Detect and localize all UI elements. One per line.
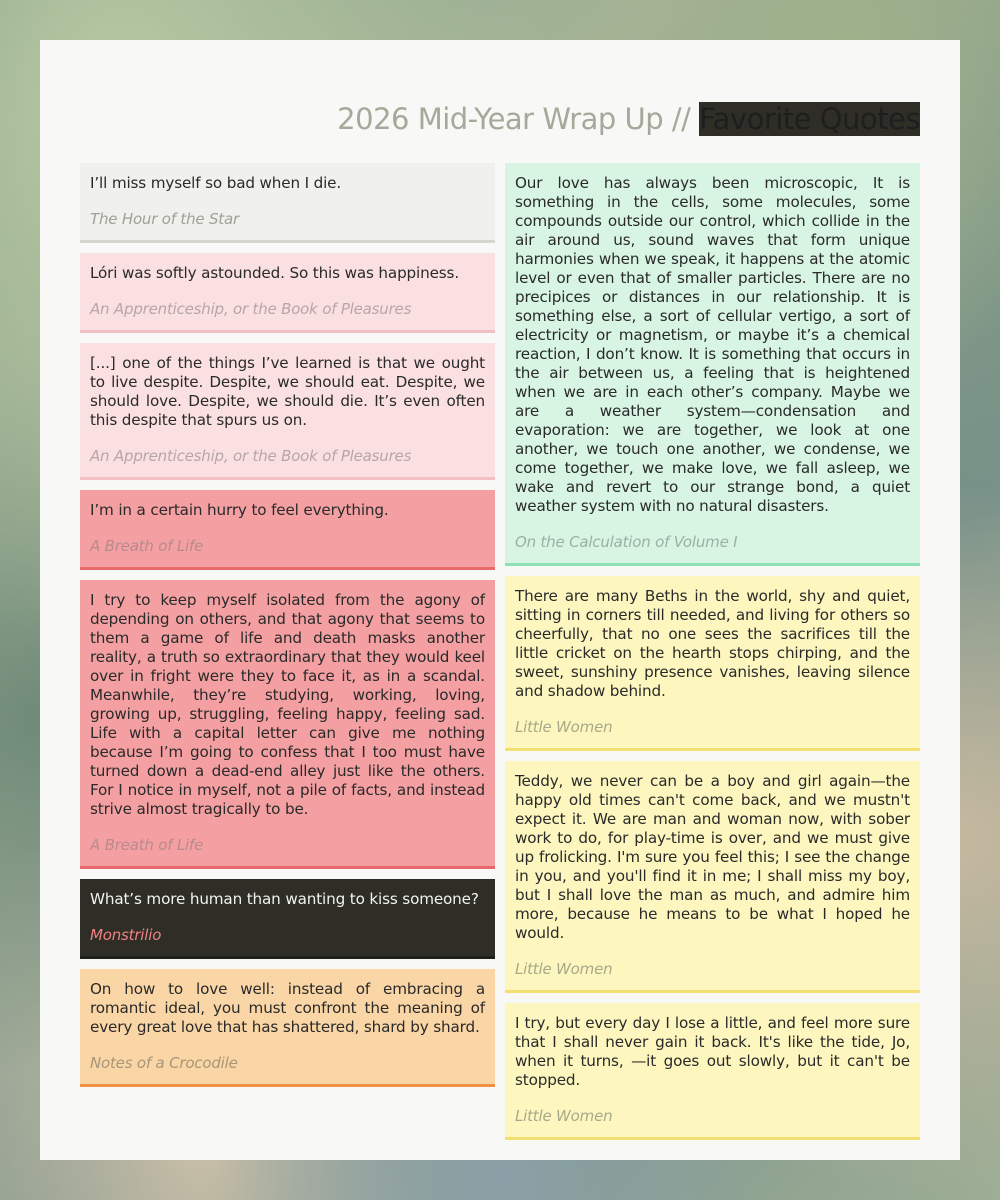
title-emphasis: Favorite Quotes [699, 102, 920, 136]
quote-card [505, 1003, 920, 1140]
quote-text: Lóri was softly astounded. So this was happiness. [90, 264, 459, 282]
quote-text: Teddy, we never can be a boy and girl again—the happy old times can't come back, and we mustn't expect it. We are man and woman now, with sober work to do, for play-time is over, and we must give up frolicking. I'm sure you feel this; I see the change in you, and you'll find it in me; I shall miss my boy, but I shall love the man as much, and admire him more, because he means to be what I hoped he would. [515, 772, 910, 942]
quote-source: Monstrilio [90, 926, 162, 944]
quote-text: I’m in a certain hurry to feel everything. [90, 501, 389, 519]
quote-card [80, 253, 495, 333]
page-title [337, 102, 920, 136]
quote-text: I try to keep myself isolated from the agony of depending on others, and that agony that seems to them a game of life and death masks another reality, a truth so extraordinary that they would keel over in fright were they to face it, as in a scandal. Meanwhile, they’re studying, working, loving, growing up, struggling, feeling happy, feeling sad. Life with a capital letter can give me nothing because I’m going to confess that I too must have turned down a dead-end alley just like the others. For I notice in myself, not a pile of facts, and instead strive almost tragically to be. [90, 591, 485, 818]
quote-text: I try, but every day I lose a little, and feel more sure that I shall never gain it back. It's like the tide, Jo, when it turns, —it goes out slowly, but it can't be stopped. [515, 1014, 910, 1089]
quote-source: An Apprenticeship, or the Book of Pleasures [90, 300, 412, 318]
quote-text: There are many Beths in the world, shy and quiet, sitting in corners till needed, and living for others so cheerfully, that no one sees the sacrifices till the little cricket on the hearth stops chirping, and the sweet, sunshiny presence vanishes, leaving silence and shadow behind. [515, 587, 910, 700]
poster-frame [40, 40, 960, 1160]
quote-card [80, 163, 495, 243]
quote-card [80, 580, 495, 869]
quote-source: A Breath of Life [90, 836, 204, 854]
left-quote-column [80, 163, 495, 1097]
quote-source: Little Women [515, 960, 613, 978]
right-quote-column [505, 163, 920, 1150]
quote-card [505, 576, 920, 751]
quote-source: On the Calculation of Volume I [515, 533, 738, 551]
quote-text: Our love has always been microscopic, It is something in the cells, some molecules, some compounds outside our control, which collide in the air around us, sound waves that form unique harmonies when we speak, it happens at the atomic level or even that of smaller particles. There are no precipices or distances in our relationship. It is something else, a sort of cellular vertigo, a sort of electricity or magnetism, or maybe it’s a chemical reaction, I don’t know. It is something that occurs in the air between us, a feeling that is heightened when we are in each other’s company. Maybe we are a weather system—condensation and evaporation: we are together, we look at one another, we touch one another, we condense, we come together, we make love, we fall asleep, we wake and revert to our strange bond, a quiet weather system with no natural disasters. [515, 174, 910, 515]
quote-source: A Breath of Life [90, 537, 204, 555]
quote-source: Notes of a Crocodile [90, 1054, 238, 1072]
quote-source: An Apprenticeship, or the Book of Pleasures [90, 447, 412, 465]
quote-card [80, 490, 495, 570]
quote-source: Little Women [515, 718, 613, 736]
quote-source: Little Women [515, 1107, 613, 1125]
quote-text: I’ll miss myself so bad when I die. [90, 174, 342, 192]
quote-text: [...] one of the things I’ve learned is that we ought to live despite. Despite, we should eat. Despite, we should love. Despite, we should die. It’s even often this despite that spurs us on. [90, 354, 485, 429]
quote-text: What’s more human than wanting to kiss someone? [90, 890, 479, 908]
title-prefix: 2026 Mid-Year Wrap Up // [337, 102, 700, 136]
quote-text: On how to love well: instead of embracing a romantic ideal, you must confront the meaning of every great love that has shattered, shard by shard. [90, 980, 485, 1036]
quote-card [80, 879, 495, 959]
quote-card [80, 343, 495, 480]
quote-card [505, 761, 920, 993]
quote-card [505, 163, 920, 566]
quote-source: The Hour of the Star [90, 210, 239, 228]
quote-card [80, 969, 495, 1087]
